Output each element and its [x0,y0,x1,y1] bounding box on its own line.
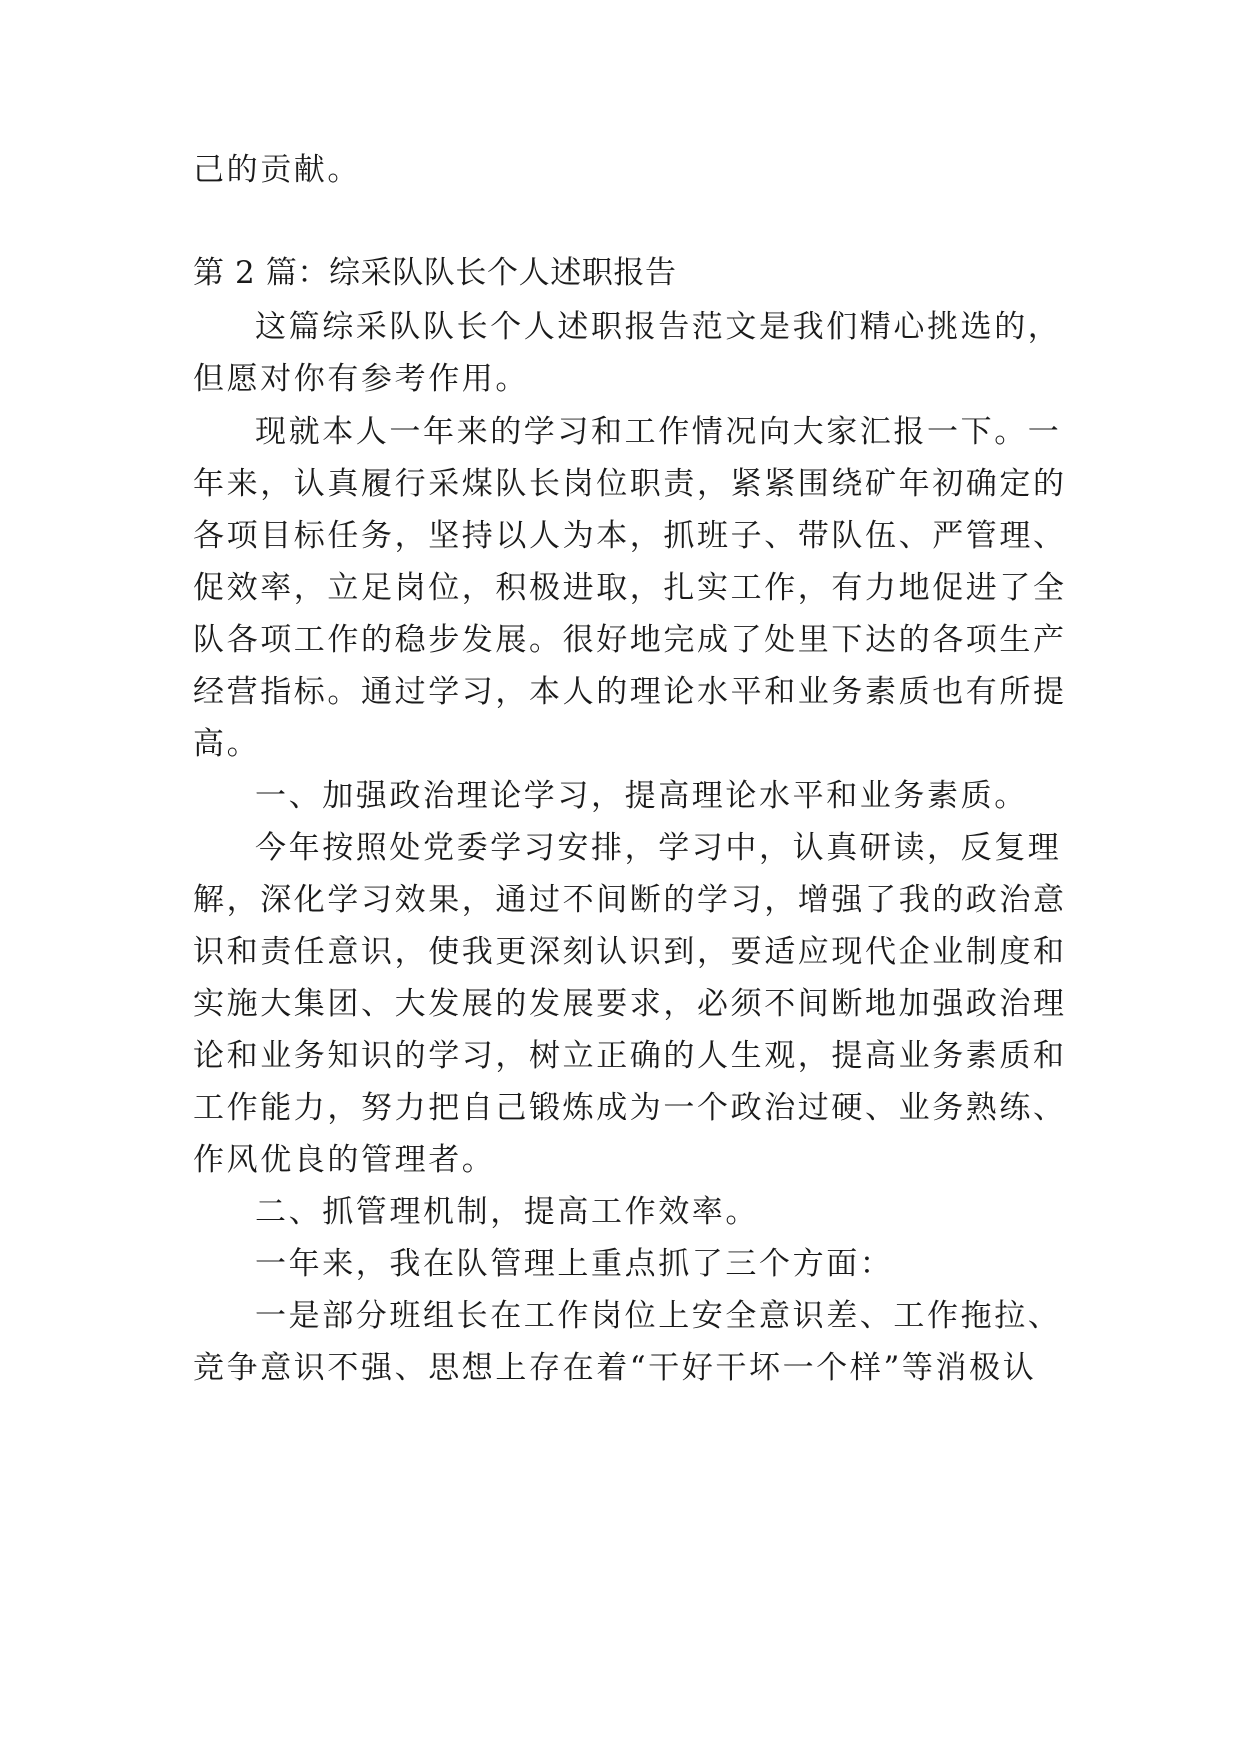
text-line: 解，深化学习效果，通过不间断的学习，增强了我的政治意 [193,882,1067,918]
text-line: 各项目标任务，坚持以人为本，抓班子、带队伍、严管理、 [193,518,1067,554]
text-line: 己的贡献。 [193,152,361,188]
text-line: 高。 [193,726,261,762]
text-line: 年来，认真履行采煤队长岗位职责，紧紧围绕矿年初确定的 [193,466,1067,502]
text-line: 但愿对你有参考作用。 [193,361,529,397]
text-line: 一年来，我在队管理上重点抓了三个方面： [255,1246,894,1282]
text-line: 现就本人一年来的学习和工作情况向大家汇报一下。一 [255,414,1062,450]
text-line: 论和业务知识的学习，树立正确的人生观，提高业务素质和 [193,1038,1067,1074]
text-line: 今年按照处党委学习安排，学习中，认真研读，反复理 [255,830,1062,866]
text-line: 队各项工作的稳步发展。很好地完成了处里下达的各项生产 [193,622,1067,658]
text-line: 经营指标。通过学习，本人的理论水平和业务素质也有所提 [193,674,1067,710]
text-line: 竞争意识不强、思想上存在着“干好干坏一个样”等消极认 [193,1350,1037,1386]
section-title: 第 2 篇：综采队队长个人述职报告 [193,255,677,291]
text-line: 工作能力，努力把自己锻炼成为一个政治过硬、业务熟练、 [193,1090,1067,1126]
text-line: 识和责任意识，使我更深刻认识到，要适应现代企业制度和 [193,934,1067,970]
subheading: 二、抓管理机制，提高工作效率。 [255,1194,759,1230]
text-line: 这篇综采队队长个人述职报告范文是我们精心挑选的， [255,309,1062,345]
text-line: 促效率，立足岗位，积极进取，扎实工作，有力地促进了全 [193,570,1067,606]
subheading: 一、加强政治理论学习，提高理论水平和业务素质。 [255,778,1028,814]
text-line: 一是部分班组长在工作岗位上安全意识差、工作拖拉、 [255,1298,1062,1334]
text-line: 作风优良的管理者。 [193,1142,496,1178]
text-line: 实施大集团、大发展的发展要求，必须不间断地加强政治理 [193,986,1067,1022]
